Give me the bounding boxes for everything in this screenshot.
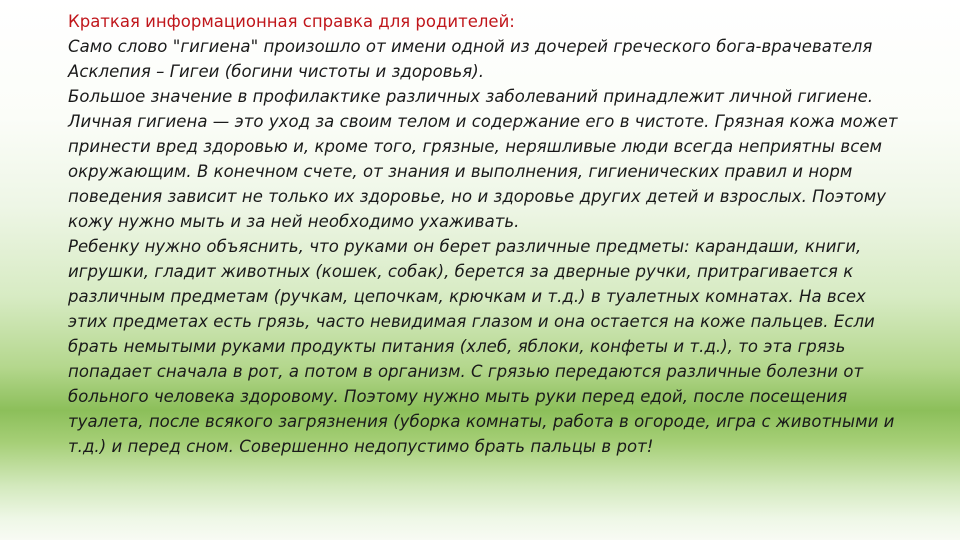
slide-title: Краткая информационная справка для родителей: — [68, 12, 515, 31]
paragraph-origin: Само слово "гигиена" произошло от имени одной из дочерей греческого бога-врачевателя Асклепия – Гигеи (богини чистоты и здоровья). — [68, 37, 873, 81]
paragraph-personal-hygiene: Большое значение в профилактике различных заболеваний принадлежит личной гигиене. Личная гигиена — это уход за своим телом и содержание его в чистоте. Грязная кожа может принести вред здоровью и, кроме того, грязные, неряшливые люди всегда неприятны всем окружающим. В конечном счете, от знания и выполнения, гигиенических правил и норм поведения зависит не только их здоровье, но и здоровье других детей и взрослых. Поэтому кожу нужно мыть и за ней необходимо ухаживать. — [68, 87, 898, 231]
paragraph-hand-washing: Ребенку нужно объяснить, что руками он берет различные предметы: карандаши, книги, игрушки, гладит животных (кошек, собак), берется за дверные ручки, притрагивается к различным предметам (ручкам, цепочкам, крючкам и т.д.) в туалетных комнатах. На всех этих предметах есть грязь, часто невидимая глазом и она остается на коже пальцев. Если брать немытыми руками продукты питания (хлеб, яблоки, конфеты и т.д.), то эта грязь попадает сначала в рот, а потом в организм. С грязью передаются различные болезни от больного человека здоровому. Поэтому нужно мыть руки перед едой, после посещения туалета, после всякого загрязнения (уборка комнаты, работа в огороде, игра с животными и т.д.) и перед сном. Совершенно недопустимо брать пальцы в рот! — [68, 237, 895, 456]
slide-content — [68, 9, 898, 459]
